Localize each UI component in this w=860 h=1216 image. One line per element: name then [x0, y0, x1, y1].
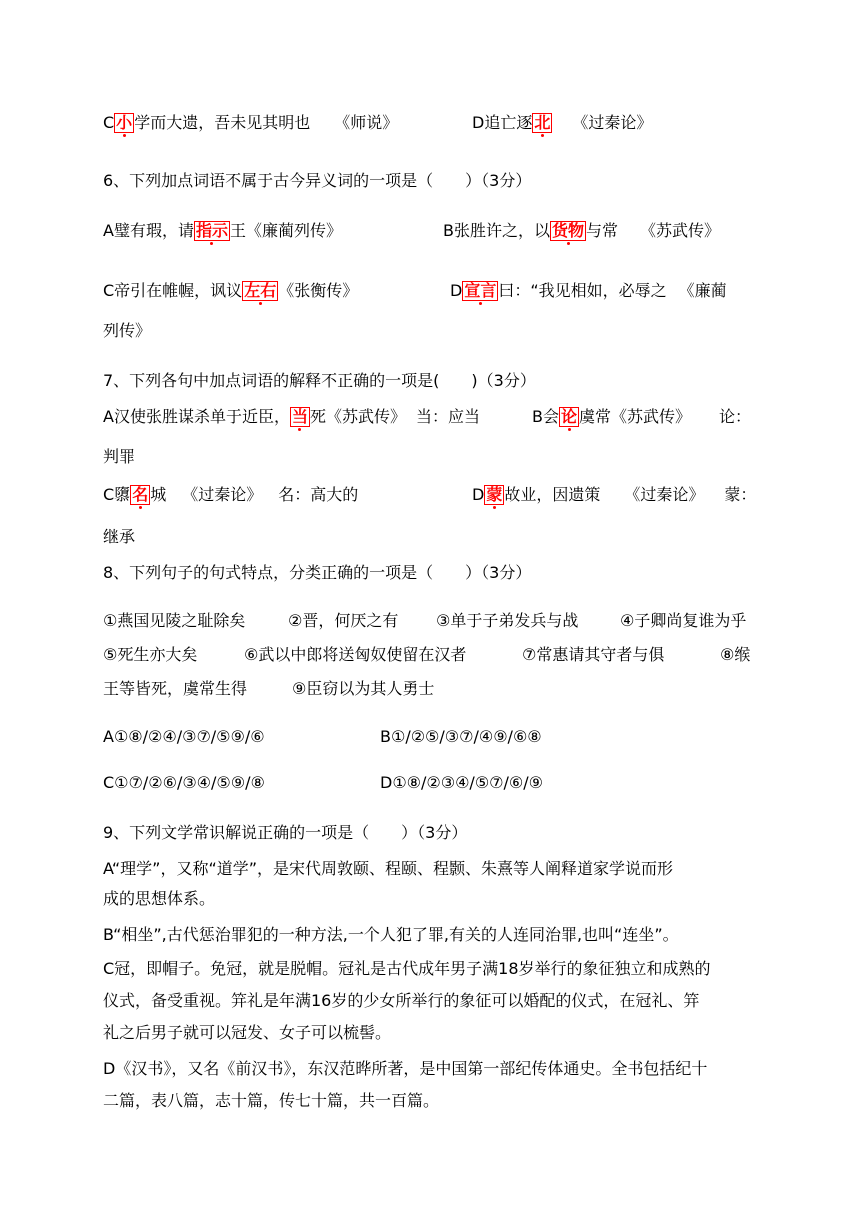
- q8-sentence-8: ⑧缑: [720, 645, 751, 664]
- q9-option-c-line1: C冠，即帽子。免冠，就是脱帽。冠礼是古代成年男子满18岁举行的象征独立和成熟的: [103, 959, 711, 978]
- q8-option-d: D①⑧/②③④/⑤⑦/⑥/⑨: [380, 773, 543, 792]
- q5-option-c: C 小 学而大遗，吾未见其明也 《师说》: [103, 113, 399, 132]
- q9-option-d-line2: 二篇，表八篇，志十篇，传七十篇，共一百篇。: [103, 1091, 440, 1110]
- q6-option-a: A璧有瑕，请 指示 王《廉蔺列传》: [103, 221, 342, 240]
- q6-a-marked-word: 指示: [195, 221, 228, 240]
- q6-stem: 6、下列加点词语不属于古今异义词的一项是（ ）（3分）: [103, 171, 532, 190]
- q6-option-d-cont: 列传》: [103, 321, 152, 340]
- q7-option-b: B会 论 虞常《苏武传》 论：: [532, 407, 752, 426]
- q5-c-marked-word: 小: [116, 113, 133, 132]
- q7-b-marked-word: 论: [561, 407, 578, 426]
- q9-option-a-line2: 成的思想体系。: [103, 889, 216, 908]
- q9-option-b-line1: B“相坐”,古代惩治罪犯的一种方法,一个人犯了罪,有关的人连同治罪,也叫“连坐”。: [103, 925, 679, 944]
- q6-option-b: B张胜许之，以 货物 与常 《苏武传》: [443, 221, 721, 240]
- q8-option-a: A①⑧/②④/③⑦/⑤⑨/⑥: [103, 727, 265, 746]
- q8-option-c: C①⑦/②⑥/③④/⑤⑨/⑧: [103, 773, 265, 792]
- q9-option-a-line1: A“理学”，又称“道学”，是宋代周敦颐、程颐、程颢、朱熹等人阐释道家学说而形: [103, 859, 674, 878]
- q8-sentence-1: ①燕国见陵之耻除矣: [103, 611, 246, 630]
- q9-option-c-line2: 仪式，备受重视。笄礼是年满16岁的少女所举行的象征可以婚配的仪式，在冠礼、笄: [103, 991, 700, 1010]
- q8-sentence-7: ⑦常惠请其守者与俱: [522, 645, 665, 664]
- q8-option-b: B①/②⑤/③⑦/④⑨/⑥⑧: [380, 727, 542, 746]
- q8-stem: 8、下列句子的句式特点，分类正确的一项是（ ）（3分）: [103, 563, 532, 582]
- q6-b-marked-word: 货物: [552, 221, 585, 240]
- q6-option-d: D 宣言 曰：“我见相如，必辱之 《廉蔺: [450, 281, 727, 300]
- q8-sentence-5: ⑤死生亦大矣: [103, 645, 198, 664]
- q9-stem: 9、下列文学常识解说正确的一项是（ ）（3分）: [103, 823, 468, 842]
- q7-stem: 7、下列各句中加点词语的解释不正确的一项是( )（3分）: [103, 371, 536, 390]
- q7-option-a: A汉使张胜谋杀单于近臣， 当 死《苏武传》 当：应当: [103, 407, 481, 426]
- q5-option-d: D追亡逐 北 《过秦论》: [472, 113, 653, 132]
- q7-option-d: D 蒙 故业，因遗策 《过秦论》 蒙：: [472, 485, 757, 504]
- q9-option-d-line1: D《汉书》，又名《前汉书》，东汉范晔所著，是中国第一部纪传体通史。全书包括纪十: [103, 1059, 708, 1078]
- q7-option-b-cont: 判罪: [103, 447, 136, 466]
- q6-option-c: C帝引在帷幄，讽议 左右 《张衡传》: [103, 281, 359, 300]
- q9-option-c-line3: 礼之后男子就可以冠发、女子可以梳髻。: [103, 1023, 392, 1042]
- q6-d-marked-word: 宣言: [464, 281, 497, 300]
- q8-sentence-3: ③单于子弟发兵与战: [436, 611, 579, 630]
- q6-c-marked-word: 左右: [244, 281, 277, 300]
- q7-d-marked-word: 蒙: [486, 485, 503, 504]
- q5-d-marked-word: 北: [534, 113, 551, 132]
- q8-sentence-4: ④子卿尚复谁为乎: [620, 611, 747, 630]
- q7-option-c: C隳 名 城 《过秦论》 名：高大的: [103, 485, 359, 504]
- q8-sentence-9: ⑨臣窃以为其人勇士: [292, 679, 435, 698]
- q8-sentence-6: ⑥武以中郎将送匈奴使留在汉者: [244, 645, 467, 664]
- q8-sentence-8-cont: 王等皆死，虞常生得: [103, 679, 248, 698]
- q7-c-marked-word: 名: [132, 485, 149, 504]
- q7-option-d-cont: 继承: [103, 527, 136, 546]
- q8-sentence-2: ②晋，何厌之有: [288, 611, 399, 630]
- q7-a-marked-word: 当: [291, 407, 308, 426]
